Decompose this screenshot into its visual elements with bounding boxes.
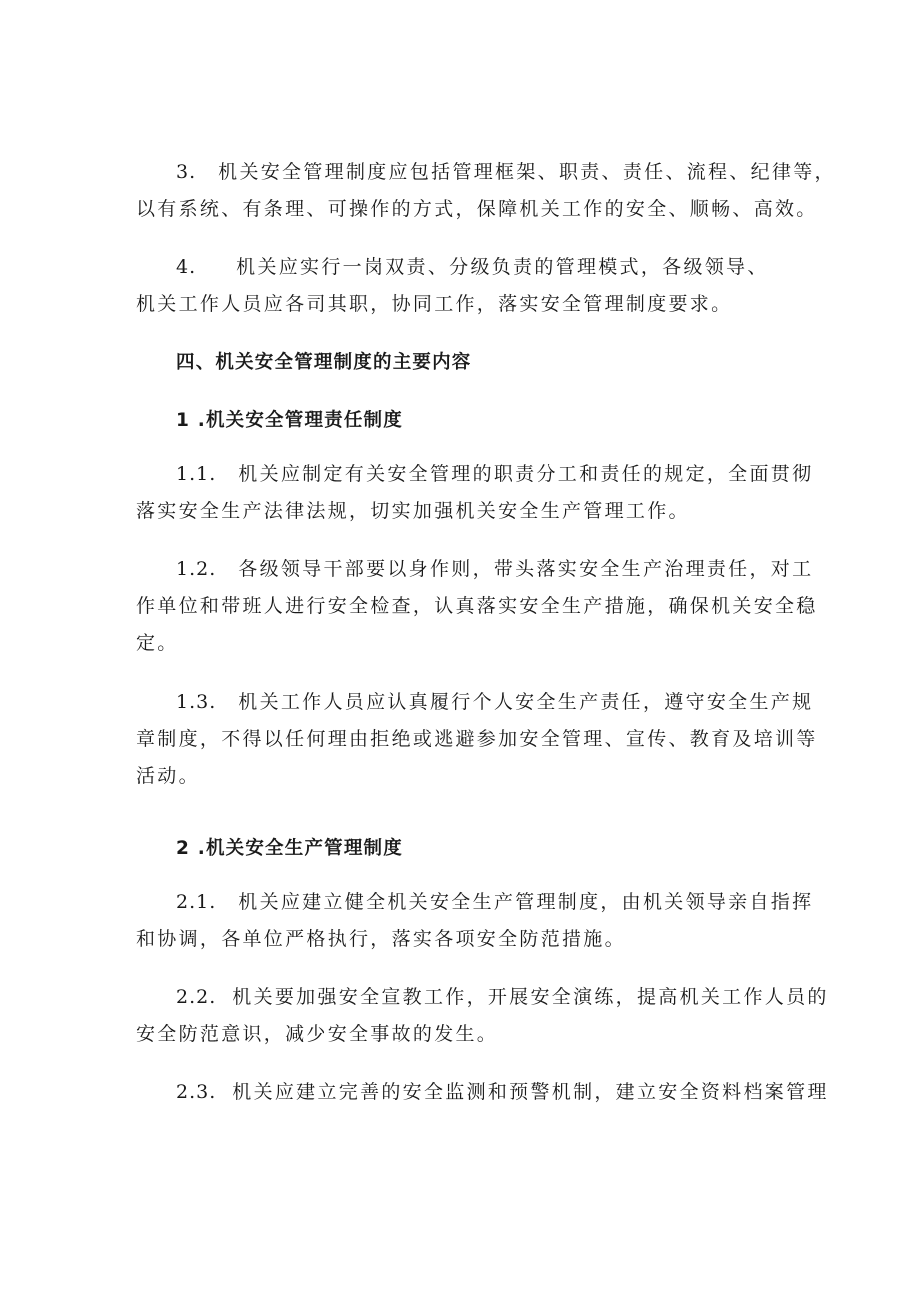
paragraph-text: 各级领导干部要以身作则，带头落实安全生产治理责任，对工 xyxy=(238,558,814,580)
paragraph-text: 机关应制定有关安全管理的职责分工和责任的规定，全面贯彻 xyxy=(238,463,814,485)
paragraph-number: 2.3. xyxy=(176,1081,217,1103)
paragraph-number: 2.1. xyxy=(176,891,217,913)
paragraph-number: 1.1. xyxy=(176,463,217,485)
paragraph-1-1 xyxy=(136,456,814,530)
paragraph-text: 作单位和带班人进行安全检查，认真落实安全生产措施，确保机关安全稳 xyxy=(136,595,818,617)
paragraph-text: 活动。 xyxy=(136,765,200,787)
paragraph-text: 定。 xyxy=(136,632,179,654)
paragraph-3 xyxy=(136,154,836,228)
paragraph-2-2 xyxy=(136,979,829,1053)
paragraph-text: 安全防范意识，减少安全事故的发生。 xyxy=(136,1023,499,1045)
paragraph-text: 机关应建立健全机关安全生产管理制度，由机关领导亲自指挥 xyxy=(238,891,814,913)
paragraph-text: 机关安全管理制度应包括管理框架、职责、责任、流程、纪律等， xyxy=(218,161,836,183)
paragraph-text: 机关应建立完善的安全监测和预警机制，建立安全资料档案管理 xyxy=(232,1081,829,1103)
paragraph-4 xyxy=(136,249,796,323)
paragraph-text: 机关工作人员应认真履行个人安全生产责任，遵守安全生产规 xyxy=(238,691,814,713)
subsection-heading-2: 2 .机关安全生产管理制度 xyxy=(176,838,403,859)
subsection-heading-1: 1 .机关安全管理责任制度 xyxy=(176,410,403,431)
paragraph-number: 4. xyxy=(176,256,197,278)
paragraph-number: 3. xyxy=(176,161,197,183)
paragraph-number: 1.2. xyxy=(176,558,217,580)
paragraph-text: 机关应实行一岗双责、分级负责的管理模式，各级领导、 xyxy=(236,256,769,278)
paragraph-text: 以有系统、有条理、可操作的方式，保障机关工作的安全、顺畅、高效。 xyxy=(136,198,818,220)
paragraph-number: 2.2. xyxy=(176,986,217,1008)
paragraph-2-1 xyxy=(136,884,814,958)
paragraph-text: 机关工作人员应各司其职，协同工作，落实安全管理制度要求。 xyxy=(136,293,733,315)
paragraph-2-3 xyxy=(136,1074,829,1111)
paragraph-text: 和协调，各单位严格执行，落实各项安全防范措施。 xyxy=(136,928,626,950)
section-heading-4: 四、机关安全管理制度的主要内容 xyxy=(176,352,472,373)
paragraph-text: 机关要加强安全宣教工作，开展安全演练，提高机关工作人员的 xyxy=(232,986,829,1008)
paragraph-text: 落实安全生产法律法规，切实加强机关安全生产管理工作。 xyxy=(136,500,690,522)
paragraph-text: 章制度，不得以任何理由拒绝或逃避参加安全管理、宣传、教育及培训等 xyxy=(136,728,818,750)
paragraph-1-2 xyxy=(136,551,818,662)
paragraph-1-3 xyxy=(136,684,818,795)
paragraph-number: 1.3. xyxy=(176,691,217,713)
